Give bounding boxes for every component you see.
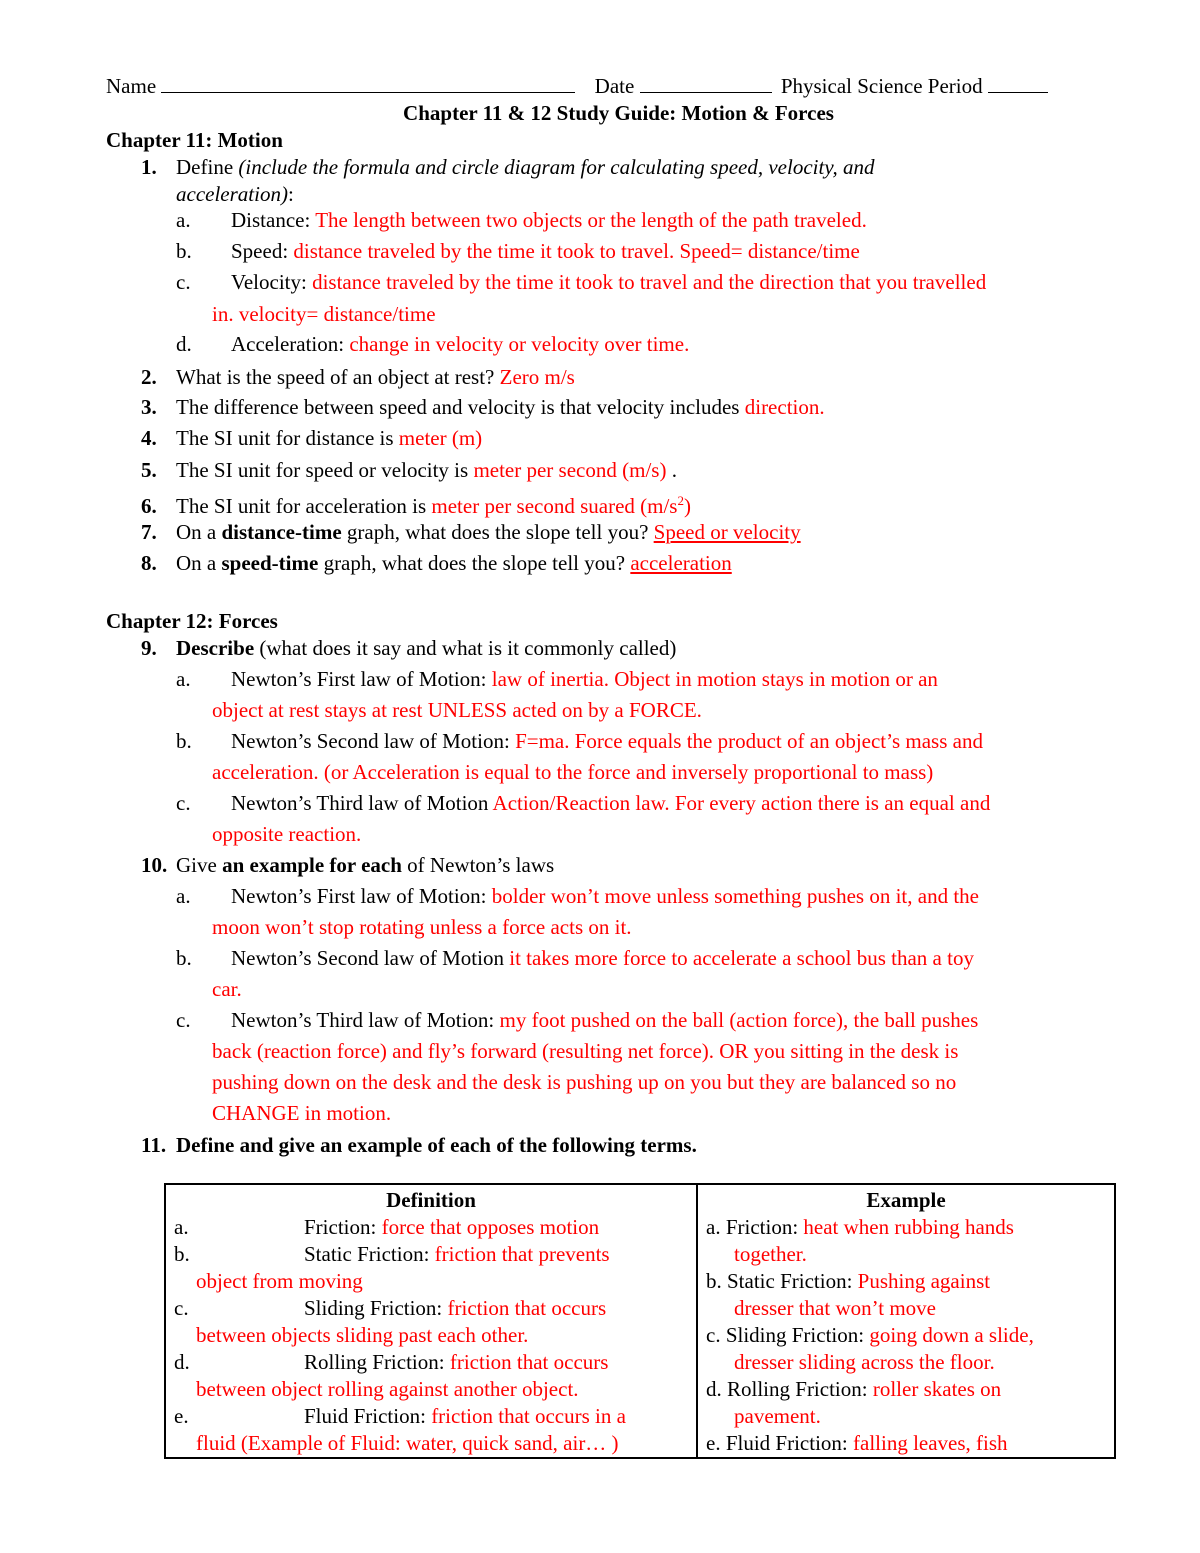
ex-sliding-cont: dresser sliding across the floor. — [734, 1350, 995, 1374]
ex-friction-cont: together. — [734, 1242, 807, 1266]
date-label: Date — [594, 74, 635, 98]
question-9: 9. Describe (what does it say and what is it commonly called) — [141, 636, 677, 660]
ex-rolling-cont: pavement. — [734, 1404, 821, 1428]
example-column — [697, 1184, 1115, 1458]
ex-friction: a. Friction: heat when rubbing hands — [706, 1215, 1014, 1239]
q10-item-third-law-cont-2: pushing down on the desk and the desk is pushing up on you but they are balanced so no — [212, 1070, 957, 1094]
def-static-cont: object from moving — [196, 1269, 363, 1293]
q1-item-distance: a. Distance: The length between two objects or the length of the path traveled. — [176, 208, 867, 232]
q10-item-second-law: b. Newton’s Second law of Motion it takes more force to accelerate a school bus than a toy — [176, 946, 974, 970]
q10-item-second-law-cont: car. — [212, 977, 242, 1001]
def-sliding: c. Sliding Friction: friction that occurs — [174, 1296, 607, 1320]
q9-item-second-law: b. Newton’s Second law of Motion: F=ma. Force equals the product of an object’s mass and — [176, 729, 983, 753]
page-title: Chapter 11 & 12 Study Guide: Motion & Forces — [403, 101, 834, 125]
question-2: 2. What is the speed of an object at rest? Zero m/s — [141, 365, 575, 389]
ex-sliding: c. Sliding Friction: going down a slide, — [706, 1323, 1034, 1347]
q1-item-speed: b. Speed: distance traveled by the time it took to travel. Speed= distance/time — [176, 239, 860, 263]
chapter-11-heading: Chapter 11: Motion — [106, 128, 283, 152]
ex-rolling: d. Rolling Friction: roller skates on — [706, 1377, 1002, 1401]
question-6: 6. The SI unit for acceleration is meter per second suared $(m/s^2)$ — [141, 493, 691, 518]
name-blank[interactable] — [161, 74, 575, 93]
ex-static-cont: dresser that won’t move — [734, 1296, 936, 1320]
ex-fluid: e. Fluid Friction: falling leaves, fish — [706, 1431, 1008, 1455]
definition-column — [165, 1184, 697, 1458]
q1-item-acceleration: d. Acceleration: change in velocity or velocity over time. — [176, 332, 690, 356]
q10-item-third-law-cont-3: CHANGE in motion. — [212, 1101, 392, 1125]
question-7: 7. On a distance-time graph, what does the slope tell you? Speed or velocity — [141, 520, 801, 544]
q9-item-third-law: c. Newton’s Third law of Motion Action/Reaction law. For every action there is an equal and — [176, 791, 991, 815]
q9-item-third-law-cont: opposite reaction. — [212, 822, 362, 846]
q9-item-second-law-cont: acceleration. (or Acceleration is equal to the force and inversely proportional to mass) — [212, 760, 934, 784]
q10-item-third-law: c. Newton’s Third law of Motion: my foot pushed on the ball (action force), the ball pushes — [176, 1008, 979, 1032]
q9-item-first-law-cont: object at rest stays at rest UNLESS acted on by a FORCE. — [212, 698, 702, 722]
ex-static: b. Static Friction: Pushing against — [706, 1269, 991, 1293]
chapter-12-heading: Chapter 12: Forces — [106, 609, 278, 633]
example-header: Example — [866, 1188, 946, 1212]
question-1: 1. Define (include the formula and circle diagram for calculating speed, velocity, and — [141, 155, 875, 179]
name-label: Name — [106, 74, 157, 98]
period-label: Physical Science Period — [780, 74, 983, 98]
period-blank[interactable] — [988, 74, 1048, 93]
q9-item-first-law: a. Newton’s First law of Motion: law of inertia. Object in motion stays in motion or an — [176, 667, 938, 691]
q10-item-first-law-cont: moon won’t stop rotating unless a force acts on it. — [212, 915, 632, 939]
question-11: 11. Define and give an example of each of the following terms. — [141, 1133, 697, 1157]
q10-item-first-law: a. Newton’s First law of Motion: bolder won’t move unless something pushes on it, and the — [176, 884, 979, 908]
question-4: 4. The SI unit for distance is meter (m) — [141, 426, 483, 450]
definition-header: Definition — [386, 1188, 476, 1212]
terms-table — [164, 1183, 1116, 1459]
q1-item-velocity-cont: in. velocity= distance/time — [212, 302, 436, 326]
def-fluid-cont: fluid (Example of Fluid: water, quick sand, air… ) — [196, 1431, 619, 1455]
def-fluid: e. Fluid Friction: friction that occurs in a — [174, 1404, 626, 1428]
def-rolling-cont: between object rolling against another object. — [196, 1377, 579, 1401]
question-10: 10. Give an example for each of Newton’s laws — [141, 853, 555, 877]
name-date-period-line — [106, 73, 1048, 99]
date-blank[interactable] — [640, 74, 772, 93]
def-sliding-cont: between objects sliding past each other. — [196, 1323, 529, 1347]
question-1-cont: acceleration): — [176, 182, 294, 206]
table-row — [165, 1184, 1115, 1458]
question-3: 3. The difference between speed and velocity is that velocity includes direction. — [141, 395, 825, 419]
def-static: b. Static Friction: friction that prevents — [174, 1242, 610, 1266]
def-rolling: d. Rolling Friction: friction that occurs — [174, 1350, 609, 1374]
def-friction: a. Friction: force that opposes motion — [174, 1215, 600, 1239]
question-8: 8. On a speed-time graph, what does the slope tell you? acceleration — [141, 551, 732, 575]
q10-item-third-law-cont-1: back (reaction force) and fly’s forward (resulting net force). OR you sitting in the desk is — [212, 1039, 959, 1063]
question-5: 5. The SI unit for speed or velocity is meter per second (m/s) . — [141, 458, 677, 482]
q1-item-velocity: c. Velocity: distance traveled by the time it took to travel and the direction that you travelled — [176, 270, 987, 294]
